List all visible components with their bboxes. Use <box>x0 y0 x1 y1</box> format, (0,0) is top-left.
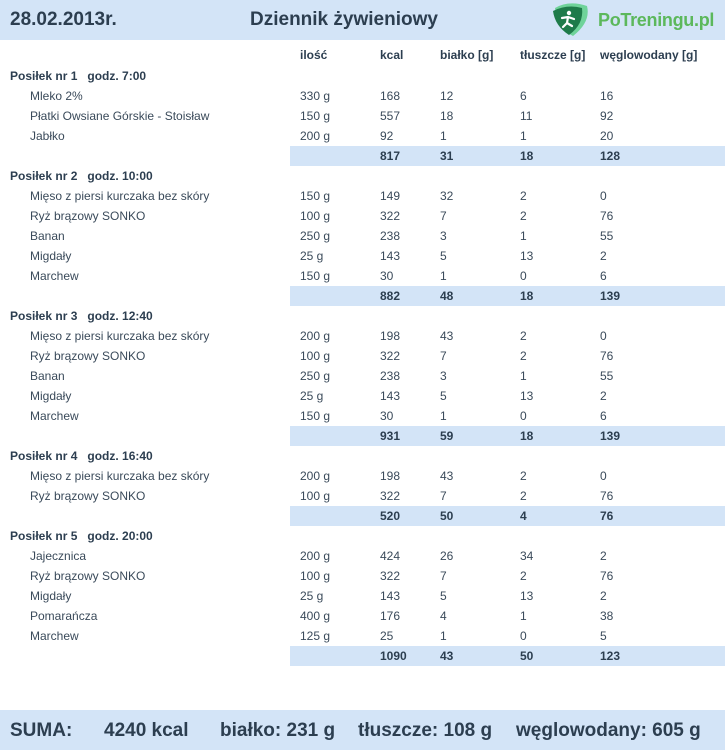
runner-shield-icon <box>549 2 593 38</box>
daily-summary-bar <box>0 710 725 750</box>
food-protein: 5 <box>440 389 447 403</box>
food-name: Pomarańcza <box>30 609 98 623</box>
meal-header <box>10 449 153 463</box>
subtotal-protein: 43 <box>440 649 454 663</box>
food-carbs: 55 <box>600 369 614 383</box>
food-protein: 4 <box>440 609 447 623</box>
food-quantity: 100 g <box>300 209 331 223</box>
food-fat: 2 <box>520 209 527 223</box>
diary-date: 28.02.2013r. <box>10 9 117 30</box>
food-protein: 18 <box>440 109 454 123</box>
food-quantity: 25 g <box>300 389 324 403</box>
food-kcal: 149 <box>380 189 401 203</box>
food-row <box>0 126 725 146</box>
meal-time: godz. 7:00 <box>87 69 147 83</box>
food-quantity: 150 g <box>300 189 331 203</box>
subtotal-carbs: 139 <box>600 289 621 303</box>
food-carbs: 6 <box>600 409 607 423</box>
food-name: Mięso z piersi kurczaka bez skóry <box>30 189 210 203</box>
meal-header <box>10 169 153 183</box>
food-quantity: 150 g <box>300 269 331 283</box>
food-quantity: 200 g <box>300 549 331 563</box>
food-fat: 2 <box>520 349 527 363</box>
food-fat: 2 <box>520 489 527 503</box>
food-name: Marchew <box>30 409 79 423</box>
food-row <box>0 606 725 626</box>
food-kcal: 30 <box>380 269 394 283</box>
meal-number: Posiłek nr 5 <box>10 529 78 543</box>
meal-number: Posiłek nr 4 <box>10 449 78 463</box>
food-carbs: 76 <box>600 489 614 503</box>
food-kcal: 557 <box>380 109 401 123</box>
food-carbs: 2 <box>600 549 607 563</box>
food-name: Mleko 2% <box>30 89 83 103</box>
logo-text: PoTreningu.pl <box>598 10 715 30</box>
food-carbs: 2 <box>600 389 607 403</box>
food-row <box>0 466 725 486</box>
food-quantity: 330 g <box>300 89 331 103</box>
food-fat: 1 <box>520 129 527 143</box>
food-name: Banan <box>30 229 65 243</box>
food-kcal: 176 <box>380 609 401 623</box>
food-row <box>0 326 725 346</box>
food-row <box>0 86 725 106</box>
food-carbs: 0 <box>600 469 607 483</box>
food-name: Migdały <box>30 389 72 403</box>
food-name: Ryż brązowy SONKO <box>30 489 146 503</box>
subtotal-fat: 18 <box>520 289 534 303</box>
food-protein: 26 <box>440 549 454 563</box>
food-kcal: 322 <box>380 489 401 503</box>
subtotal-carbs: 76 <box>600 509 614 523</box>
food-quantity: 150 g <box>300 109 331 123</box>
subtotal-carbs: 128 <box>600 149 621 163</box>
food-quantity: 200 g <box>300 329 331 343</box>
food-protein: 3 <box>440 369 447 383</box>
food-carbs: 92 <box>600 109 614 123</box>
subtotal-kcal: 817 <box>380 149 401 163</box>
header-bar <box>0 0 725 40</box>
subtotal-protein: 48 <box>440 289 454 303</box>
meal-subtotal-row <box>290 286 725 306</box>
food-fat: 13 <box>520 389 534 403</box>
potreningu-logo[interactable] <box>549 2 725 38</box>
food-carbs: 76 <box>600 349 614 363</box>
food-kcal: 143 <box>380 589 401 603</box>
food-name: Płatki Owsiane Górskie - Stoisław <box>30 109 210 123</box>
food-row <box>0 186 725 206</box>
food-quantity: 250 g <box>300 369 331 383</box>
subtotal-kcal: 520 <box>380 509 401 523</box>
subtotal-carbs: 139 <box>600 429 621 443</box>
meal-number: Posiłek nr 2 <box>10 169 78 183</box>
food-kcal: 143 <box>380 389 401 403</box>
col-header-protein: białko [g] <box>440 48 494 62</box>
food-carbs: 0 <box>600 189 607 203</box>
food-fat: 2 <box>520 329 527 343</box>
food-fat: 1 <box>520 229 527 243</box>
food-carbs: 76 <box>600 209 614 223</box>
food-quantity: 125 g <box>300 629 331 643</box>
page-title: Dziennik żywieniowy <box>250 9 438 30</box>
food-carbs: 5 <box>600 629 607 643</box>
food-quantity: 250 g <box>300 229 331 243</box>
food-row <box>0 586 725 606</box>
food-protein: 5 <box>440 249 447 263</box>
col-header-carbs: węglowodany [g] <box>600 48 698 62</box>
meal-number: Posiłek nr 1 <box>10 69 78 83</box>
food-kcal: 322 <box>380 209 401 223</box>
food-carbs: 2 <box>600 249 607 263</box>
food-name: Jajecznica <box>30 549 87 563</box>
food-protein: 32 <box>440 189 454 203</box>
food-kcal: 30 <box>380 409 394 423</box>
food-row <box>0 626 725 646</box>
food-quantity: 100 g <box>300 569 331 583</box>
food-carbs: 20 <box>600 129 614 143</box>
food-protein: 43 <box>440 469 454 483</box>
food-kcal: 143 <box>380 249 401 263</box>
food-quantity: 100 g <box>300 489 331 503</box>
food-protein: 1 <box>440 409 447 423</box>
food-carbs: 38 <box>600 609 614 623</box>
meal-number: Posiłek nr 3 <box>10 309 78 323</box>
food-fat: 11 <box>520 109 533 123</box>
food-carbs: 0 <box>600 329 607 343</box>
food-row <box>0 366 725 386</box>
food-fat: 0 <box>520 409 527 423</box>
food-row <box>0 346 725 366</box>
summary-kcal: 4240 kcal <box>104 720 189 741</box>
food-kcal: 168 <box>380 89 401 103</box>
col-header-kcal: kcal <box>380 48 404 62</box>
food-carbs: 16 <box>600 89 614 103</box>
subtotal-kcal: 882 <box>380 289 401 303</box>
food-name: Ryż brązowy SONKO <box>30 569 146 583</box>
meal-time: godz. 16:40 <box>87 449 153 463</box>
food-protein: 7 <box>440 569 447 583</box>
food-fat: 2 <box>520 189 527 203</box>
food-kcal: 198 <box>380 469 401 483</box>
summary-protein: białko: 231 g <box>220 720 336 741</box>
food-fat: 1 <box>520 609 527 623</box>
summary-carbs: węglowodany: 605 g <box>516 720 701 741</box>
meal-header <box>10 309 153 323</box>
food-carbs: 55 <box>600 229 614 243</box>
subtotal-fat: 18 <box>520 429 534 443</box>
col-header-fat: tłuszcze [g] <box>520 48 586 62</box>
subtotal-carbs: 123 <box>600 649 621 663</box>
food-protein: 1 <box>440 129 447 143</box>
food-quantity: 200 g <box>300 469 331 483</box>
subtotal-fat: 4 <box>520 509 527 523</box>
food-quantity: 25 g <box>300 249 324 263</box>
summary-label: SUMA: <box>10 720 73 741</box>
food-quantity: 400 g <box>300 609 331 623</box>
food-kcal: 238 <box>380 369 401 383</box>
food-fat: 0 <box>520 629 527 643</box>
food-row <box>0 226 725 246</box>
food-fat: 34 <box>520 549 534 563</box>
food-row <box>0 106 725 126</box>
food-row <box>0 246 725 266</box>
food-fat: 1 <box>520 369 527 383</box>
food-fat: 13 <box>520 249 534 263</box>
food-protein: 5 <box>440 589 447 603</box>
food-row <box>0 546 725 566</box>
food-name: Mięso z piersi kurczaka bez skóry <box>30 469 210 483</box>
meal-header <box>10 529 153 543</box>
food-fat: 0 <box>520 269 527 283</box>
food-carbs: 2 <box>600 589 607 603</box>
meal-subtotal-row <box>290 506 725 526</box>
food-name: Jabłko <box>30 129 65 143</box>
food-protein: 1 <box>440 269 447 283</box>
food-protein: 12 <box>440 89 454 103</box>
food-fat: 13 <box>520 589 534 603</box>
subtotal-fat: 50 <box>520 649 534 663</box>
food-kcal: 25 <box>380 629 394 643</box>
food-fat: 6 <box>520 89 527 103</box>
food-name: Migdały <box>30 249 72 263</box>
meal-time: godz. 12:40 <box>87 309 153 323</box>
meal-header <box>10 69 146 83</box>
food-row <box>0 386 725 406</box>
food-protein: 7 <box>440 209 447 223</box>
food-kcal: 92 <box>380 129 394 143</box>
food-kcal: 322 <box>380 569 401 583</box>
food-kcal: 198 <box>380 329 401 343</box>
food-quantity: 25 g <box>300 589 324 603</box>
food-name: Marchew <box>30 629 79 643</box>
food-name: Ryż brązowy SONKO <box>30 349 146 363</box>
col-header-quantity: ilość <box>300 48 328 62</box>
food-fat: 2 <box>520 469 527 483</box>
food-carbs: 76 <box>600 569 614 583</box>
subtotal-fat: 18 <box>520 149 534 163</box>
food-protein: 7 <box>440 349 447 363</box>
food-protein: 7 <box>440 489 447 503</box>
meal-subtotal-row <box>290 146 725 166</box>
food-name: Banan <box>30 369 65 383</box>
food-protein: 43 <box>440 329 454 343</box>
food-row <box>0 566 725 586</box>
food-row <box>0 206 725 226</box>
subtotal-kcal: 1090 <box>380 649 407 663</box>
food-kcal: 322 <box>380 349 401 363</box>
food-name: Mięso z piersi kurczaka bez skóry <box>30 329 210 343</box>
food-quantity: 100 g <box>300 349 331 363</box>
food-protein: 1 <box>440 629 447 643</box>
food-row <box>0 486 725 506</box>
food-name: Migdały <box>30 589 72 603</box>
food-quantity: 200 g <box>300 129 331 143</box>
food-name: Marchew <box>30 269 79 283</box>
meal-subtotal-row <box>290 426 725 446</box>
subtotal-protein: 31 <box>440 149 454 163</box>
food-name: Ryż brązowy SONKO <box>30 209 146 223</box>
meal-subtotal-row <box>290 646 725 666</box>
meal-time: godz. 10:00 <box>87 169 153 183</box>
food-quantity: 150 g <box>300 409 331 423</box>
food-carbs: 6 <box>600 269 607 283</box>
meal-time: godz. 20:00 <box>87 529 153 543</box>
subtotal-protein: 59 <box>440 429 454 443</box>
subtotal-protein: 50 <box>440 509 454 523</box>
food-kcal: 238 <box>380 229 401 243</box>
food-fat: 2 <box>520 569 527 583</box>
food-row <box>0 266 725 286</box>
food-protein: 3 <box>440 229 447 243</box>
food-kcal: 424 <box>380 549 401 563</box>
subtotal-kcal: 931 <box>380 429 401 443</box>
summary-fat: tłuszcze: 108 g <box>358 720 493 741</box>
food-row <box>0 406 725 426</box>
